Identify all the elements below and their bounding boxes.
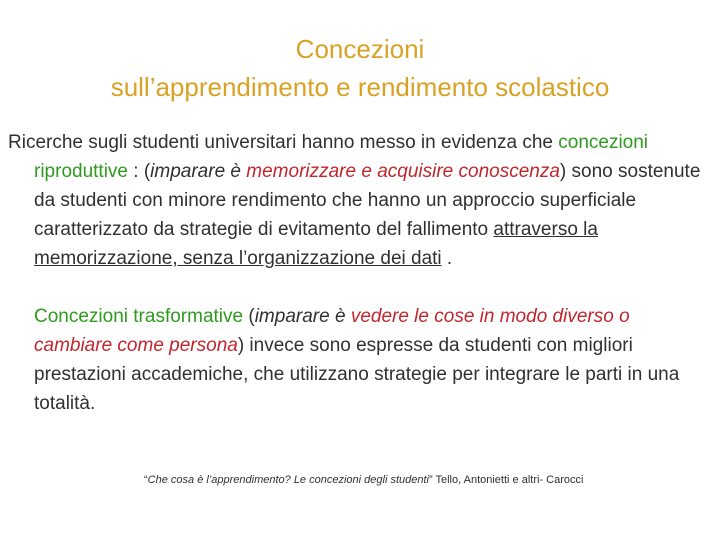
para1-rest: ) sono sostenute da studenti con minore rendimento che hanno un approccio superficiale caratterizzato da strategie di evitamento del fallimento xyxy=(34,161,701,240)
citation-close: ” Tello, Antonietti e altri- Carocci xyxy=(428,474,584,486)
paragraph-riproduttive xyxy=(8,128,712,273)
para2-def-a: imparare è xyxy=(254,306,351,327)
para1-end: . xyxy=(441,248,453,269)
citation-book: Che cosa è l’apprendimento? Le concezioni degli studenti xyxy=(147,474,429,486)
slide-title xyxy=(0,30,720,106)
para1-term: concezioni riproduttive xyxy=(34,132,649,182)
para2-term: Concezioni trasformative xyxy=(34,306,244,327)
citation-open-quote: “ xyxy=(144,474,148,486)
para1-def-b: memorizzare e acquisire conoscenza xyxy=(246,161,560,182)
para1-intro: Ricerche sugli studenti universitari hanno messo in evidenza che xyxy=(8,132,559,153)
para1-def-a: imparare è xyxy=(150,161,247,182)
para1-sep: : ( xyxy=(128,161,151,182)
slide-body xyxy=(8,128,712,418)
para1-underlined: attraverso la memorizzazione, senza l’organizzazione dei dati xyxy=(34,219,598,269)
para2-sep: ( xyxy=(243,306,255,327)
para2-rest: ) invece sono espresse da studenti con migliori prestazioni accademiche, che utilizzano strategie per integrare le parti in una totalità. xyxy=(34,335,680,414)
title-line-2: sull’apprendimento e rendimento scolastico xyxy=(110,72,610,102)
title-line-1: Concezioni xyxy=(295,34,425,64)
para2-def-b: vedere le cose in modo diverso o cambiare come persona xyxy=(34,306,630,356)
citation xyxy=(144,474,583,486)
paragraph-trasformative xyxy=(34,302,712,418)
